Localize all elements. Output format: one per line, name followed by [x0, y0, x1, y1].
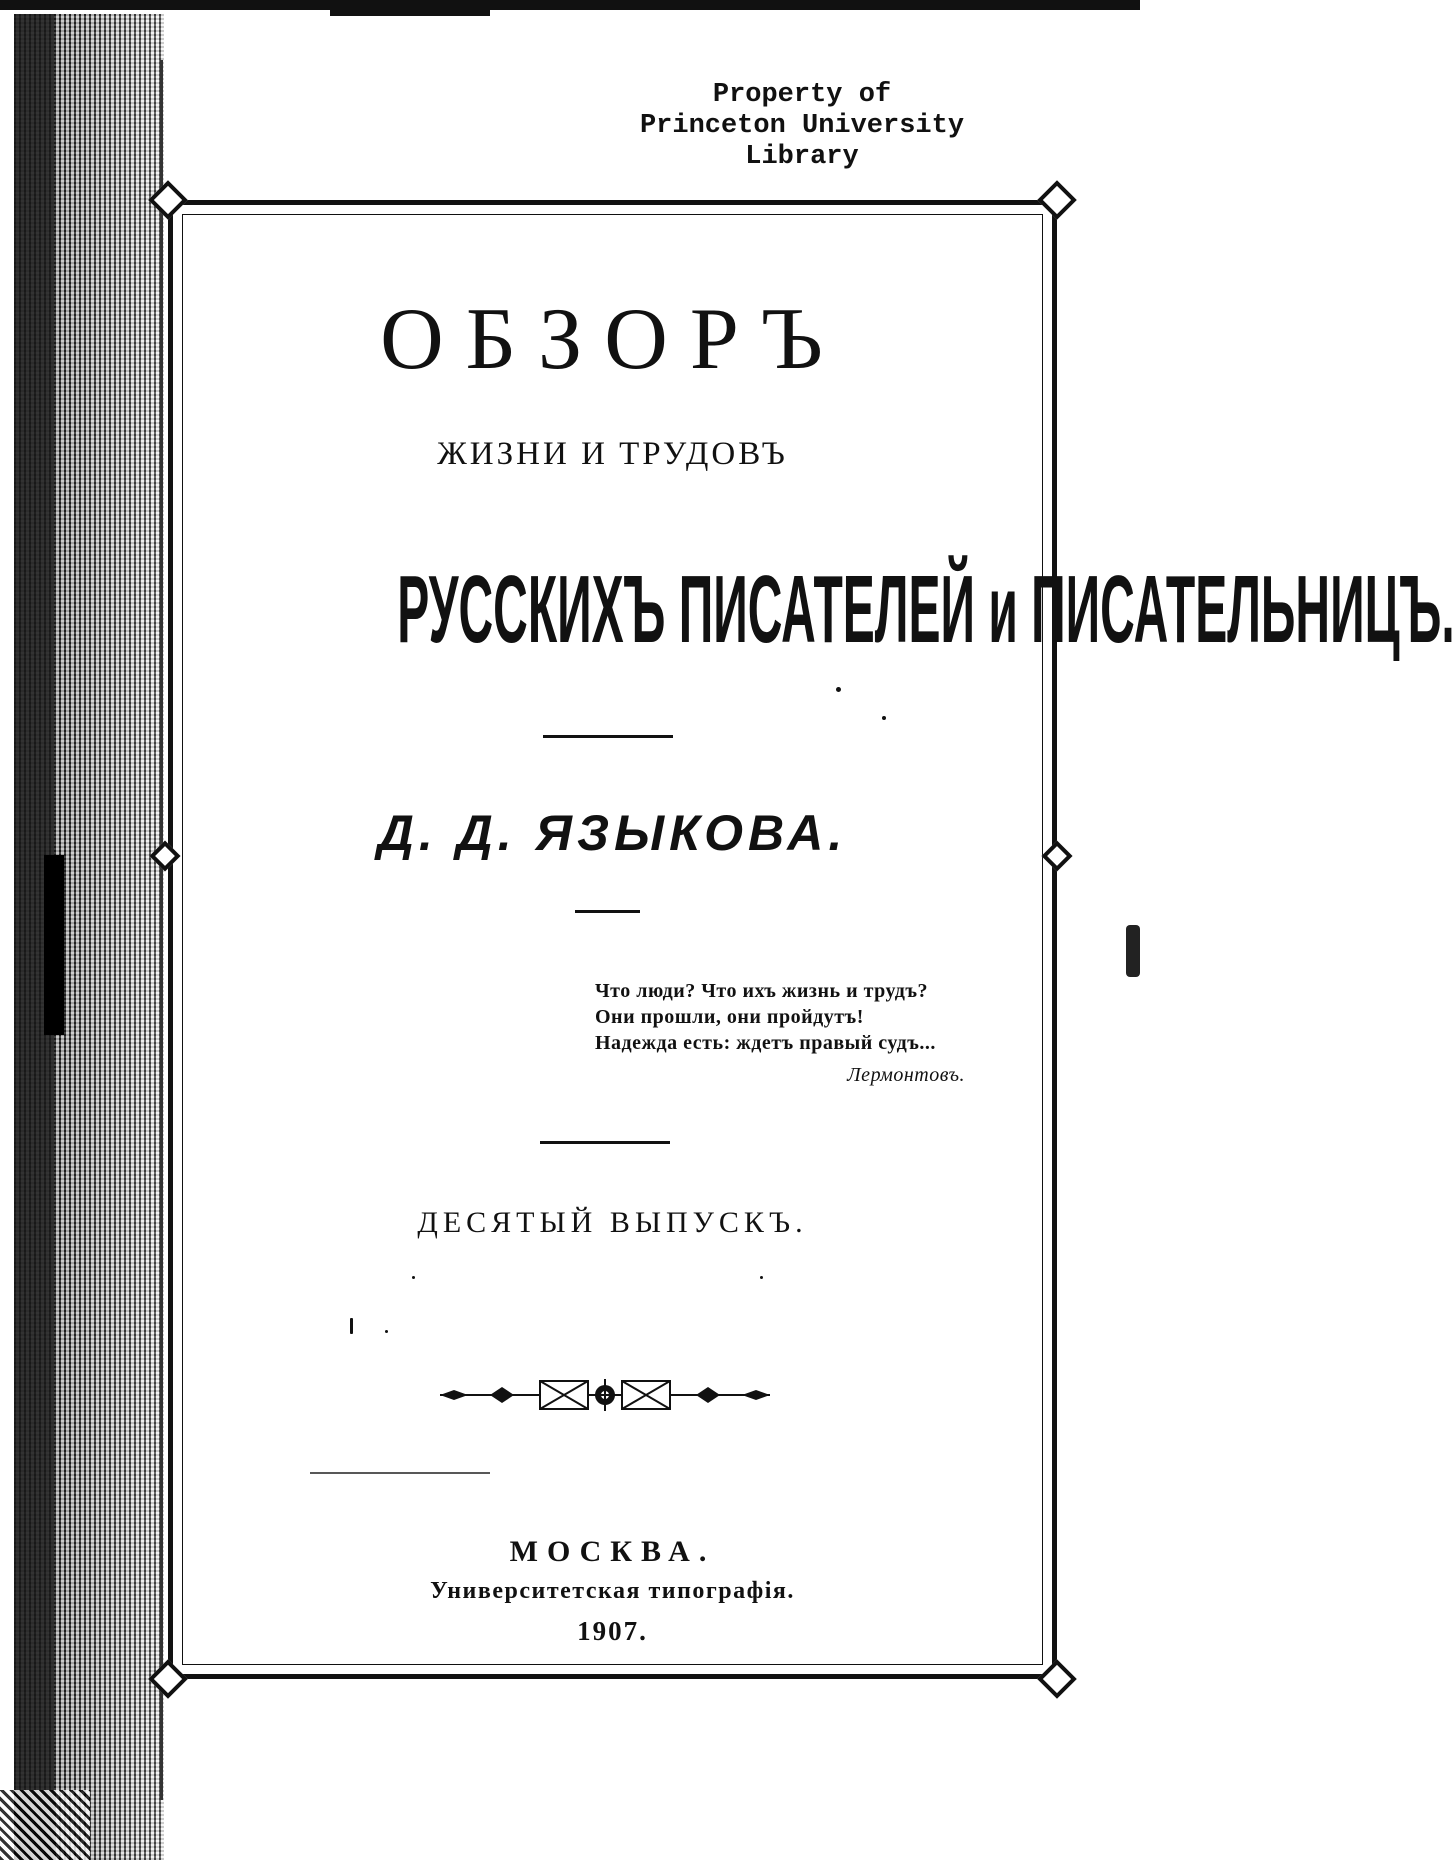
scan-speck — [882, 716, 886, 720]
scan-top-notch — [330, 8, 490, 16]
spine-edge — [160, 60, 163, 1800]
library-stamp — [612, 80, 992, 173]
scan-speck — [836, 687, 841, 692]
stamp-line-3: Library — [745, 142, 859, 172]
divider-rule-2 — [575, 910, 640, 913]
scan-speck — [385, 1330, 388, 1333]
scan-speck — [760, 1276, 763, 1279]
imprint-press: Университетская типографія. — [430, 1578, 795, 1604]
epigraph-attribution: Лермонтовъ. — [847, 1064, 965, 1086]
imprint-year: 1907. — [577, 1616, 648, 1646]
scan-corner-noise — [0, 1790, 90, 1860]
printer-ornament — [440, 1375, 770, 1415]
stamp-line-1: Property of — [712, 80, 892, 110]
stamp-line-2: Princeton University — [639, 111, 965, 141]
scan-streak — [310, 1472, 490, 1474]
scan-top-edge — [0, 0, 1140, 10]
spine-mark — [44, 855, 64, 1035]
scan-speck — [412, 1276, 415, 1279]
scan-speck — [350, 1318, 353, 1334]
epigraph-line-2: Они прошли, они пройдутъ! — [595, 1006, 864, 1028]
book-subtitle: ЖИЗНИ И ТРУДОВЪ — [437, 436, 788, 472]
book-subject: РУССКИХЪ ПИСАТЕЛЕЙ и ПИСАТЕЛЬНИЦЪ. — [397, 556, 1455, 663]
epigraph-line-3: Надежда есть: ждетъ правый судъ... — [595, 1032, 936, 1054]
book-author: Д. Д. ЯЗЫКОВА. — [377, 805, 848, 861]
page-border-inner — [182, 214, 1455, 1665]
divider-rule-3 — [540, 1141, 670, 1144]
divider-rule-1 — [543, 735, 673, 738]
scan-edge-spot — [1126, 925, 1140, 977]
issue-label: ДЕСЯТЫЙ ВЫПУСКЪ. — [417, 1206, 808, 1239]
imprint-city: МОСКВА. — [509, 1535, 716, 1568]
epigraph — [595, 978, 1005, 1088]
epigraph-line-1: Что люди? Что ихъ жизнь и трудъ? — [595, 980, 929, 1002]
book-title: ОБЗОРЪ — [380, 291, 845, 388]
